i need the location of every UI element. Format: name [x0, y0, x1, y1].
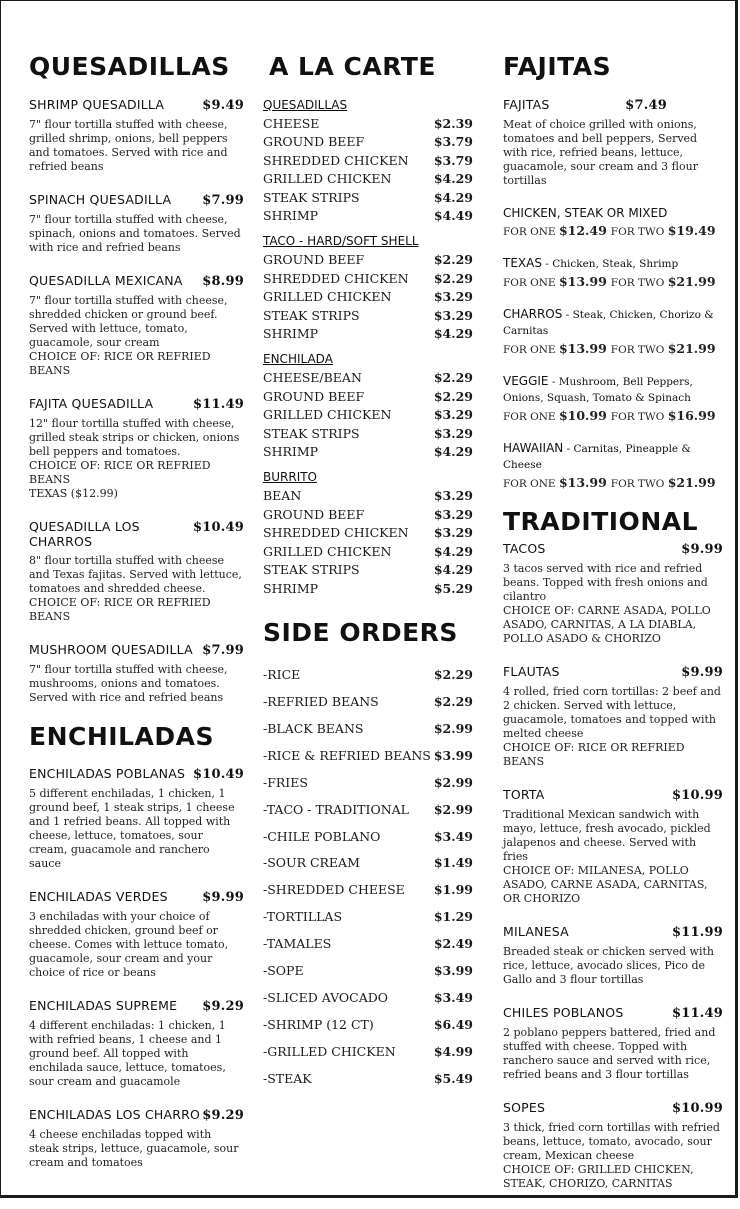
row-price: $1.99 [433, 882, 473, 898]
item-header [29, 519, 244, 549]
for-one-label: FOR ONE [503, 225, 556, 238]
side-order-row [263, 931, 473, 958]
item-choice: CHOICE OF: RICE OR REFRIED BEANS [503, 741, 685, 768]
row-name: SHRIMP [263, 326, 319, 342]
row-price: $2.99 [433, 801, 473, 817]
side-order-row [263, 985, 473, 1012]
item-price: $9.49 [202, 97, 244, 113]
option-name: VEGGIE [503, 373, 549, 388]
row-name: GROUND BEEF [263, 506, 365, 522]
option-header [503, 374, 723, 406]
row-price: $3.29 [433, 506, 473, 522]
option-detail: - Steak, Chicken, Chorizo & Carnitas [503, 308, 714, 337]
option-detail: - Carnitas, Pineapple & Cheese [503, 442, 691, 471]
row-price: $2.29 [433, 693, 473, 709]
row-name: GRILLED CHICKEN [263, 407, 392, 423]
item-header [503, 1100, 723, 1116]
for-two-price: $16.99 [667, 407, 716, 423]
option-header [503, 441, 723, 473]
price-row [263, 207, 473, 226]
option-prices [503, 274, 723, 289]
option-name: CHICKEN, STEAK OR MIXED [503, 205, 668, 220]
item-price: $7.99 [202, 192, 244, 208]
menu-item [503, 664, 723, 769]
row-price: $5.49 [433, 1070, 473, 1086]
item-name: MILANESA [503, 924, 569, 939]
row-price: $1.29 [433, 909, 473, 925]
for-one-label: FOR ONE [503, 276, 556, 289]
item-description: 4 different enchiladas: 1 chicken, 1 with refried beans, 1 cheese and 1 ground beef. All topped with enchilada sauce, lettuce, tomatoes, sour cream and guacamole [29, 1019, 226, 1088]
side-order-row [263, 1012, 473, 1039]
row-price: $4.29 [433, 171, 473, 187]
category-title: ENCHILADA [263, 352, 333, 367]
row-name: STEAK STRIPS [263, 425, 360, 441]
item-description: 2 poblano peppers battered, fried and stuffed with cheese. Topped with ranchero sauce and served with rice, refried beans and 3 flour tortillas [503, 1026, 716, 1081]
side-order-row [263, 1066, 473, 1093]
a-la-carte-category [263, 97, 473, 227]
item-name: QUESADILLA MEXICANA [29, 272, 183, 288]
a-la-carte-list [263, 97, 473, 599]
side-order-row [263, 958, 473, 985]
for-one-label: FOR ONE [503, 410, 556, 423]
row-price: $4.99 [433, 1043, 473, 1059]
row-name: STEAK STRIPS [263, 307, 360, 323]
traditional-title: TRADITIONAL [503, 506, 699, 536]
item-choice: CHOICE OF: GRILLED CHICKEN, STEAK, CHORIZO, CARNITAS [503, 1163, 694, 1190]
item-name: FAJITA QUESADILLA [29, 395, 154, 411]
row-name: -TAMALES [263, 936, 332, 952]
item-choice: CHOICE OF: MILANESA, POLLO ASADO, CARNE ASADA, CARNITAS, OR CHORIZO [503, 864, 708, 905]
for-one-label: FOR ONE [503, 343, 556, 356]
item-price: $10.99 [672, 788, 723, 803]
row-price: $3.29 [433, 525, 473, 541]
row-price: $3.29 [433, 407, 473, 423]
item-description: 8" flour tortilla stuffed with cheese and Texas fajitas. Served with lettuce, tomatoes and shredded cheese. [29, 553, 242, 595]
price-row [263, 189, 473, 208]
row-price: $2.29 [433, 388, 473, 404]
for-one-price: $12.49 [558, 222, 607, 238]
for-two-price: $21.99 [667, 273, 716, 289]
item-header [503, 1005, 723, 1021]
option-name: TEXAS [503, 255, 542, 270]
item-description: 4 cheese enchiladas topped with steak strips, lettuce, guacamole, sour cream and tomatoes [29, 1128, 239, 1169]
row-name: GRILLED CHICKEN [263, 171, 392, 187]
item-description: 3 tacos served with rice and refried beans. Topped with fresh onions and cilantro [503, 562, 708, 603]
for-one-price: $13.99 [558, 474, 607, 490]
price-row [263, 115, 473, 134]
item-name: CHILES POBLANOS [503, 1005, 624, 1020]
for-two-label: FOR TWO [610, 225, 665, 238]
item-price: $11.49 [193, 396, 244, 412]
row-name: -CHILE POBLANO [263, 828, 381, 844]
price-row [263, 325, 473, 344]
row-price: $2.39 [433, 115, 473, 131]
menu-item [29, 766, 244, 871]
price-row [263, 561, 473, 580]
fajita-option [503, 374, 723, 423]
price-row [263, 133, 473, 152]
item-price: $7.99 [202, 642, 244, 658]
row-price: $2.99 [433, 774, 473, 790]
row-name: SHREDDED CHICKEN [263, 270, 409, 286]
row-name: STEAK STRIPS [263, 189, 360, 205]
row-name: -STEAK [263, 1070, 312, 1086]
menu-item [503, 1100, 723, 1191]
side-orders-title: SIDE ORDERS [263, 617, 458, 647]
side-order-row [263, 904, 473, 931]
item-name: QUESADILLA LOS CHARROS [29, 518, 140, 549]
item-description: Breaded steak or chicken served with rice, lettuce, avocado slices, Pico de Gallo and 3 flour tortillas [503, 945, 714, 986]
side-order-row [263, 770, 473, 797]
row-name: SHRIMP [263, 208, 319, 224]
price-row [263, 406, 473, 425]
price-row [263, 369, 473, 388]
price-row [263, 307, 473, 326]
item-name: SHRIMP QUESADILLA [29, 96, 165, 112]
item-header [29, 1107, 244, 1123]
row-price: $6.49 [433, 1016, 473, 1032]
item-description: 7" flour tortilla stuffed with cheese, grilled shrimp, onions, bell peppers and tomatoes. Served with rice and refried beans [29, 117, 228, 173]
fajita-option [503, 307, 723, 356]
row-name: SHRIMP [263, 580, 319, 596]
row-price: $3.99 [433, 747, 473, 763]
menu-item [29, 889, 244, 980]
item-description: Traditional Mexican sandwich with mayo, lettuce, fresh avocado, pickled jalapenos and cheese. Served with fries [503, 808, 711, 863]
row-price: $4.29 [433, 543, 473, 559]
category-title: TACO - HARD/SOFT SHELL [263, 234, 419, 249]
category-title: QUESADILLAS [263, 97, 348, 112]
for-two-price: $21.99 [667, 340, 716, 356]
item-name: ENCHILADAS LOS CHARRO [29, 1107, 201, 1122]
item-price: $11.49 [672, 1006, 723, 1021]
item-description: 4 rolled, fried corn tortillas: 2 beef and 2 chicken. Served with lettuce, guacamole, tomatoes and topped with melted cheese [503, 685, 721, 740]
for-two-label: FOR TWO [610, 410, 665, 423]
quesadilla-list [29, 97, 244, 705]
row-name: -SLICED AVOCADO [263, 989, 389, 1005]
item-name: ENCHILADAS VERDES [29, 889, 168, 904]
item-price: $9.29 [202, 1108, 244, 1123]
item-header [503, 924, 723, 940]
item-price: $9.29 [202, 999, 244, 1014]
price-row [263, 524, 473, 543]
row-price: $2.29 [433, 370, 473, 386]
item-choice: CHOICE OF: RICE OR REFRIED BEANS [29, 595, 211, 623]
item-name: FLAUTAS [503, 664, 560, 679]
menu-item [29, 273, 244, 378]
row-price: $3.29 [433, 425, 473, 441]
item-price: $10.49 [193, 519, 244, 535]
item-description: 3 thick, fried corn tortillas with refried beans, lettuce, tomato, avocado, sour cream, Mexican cheese [503, 1121, 720, 1162]
fajita-options [503, 206, 723, 490]
row-price: $4.29 [433, 189, 473, 205]
menu-item [29, 642, 244, 705]
a-la-carte-category [263, 469, 473, 599]
item-description: 7" flour tortilla stuffed with cheese, mushrooms, onions and tomatoes. Served with rice and refried beans [29, 662, 228, 704]
row-name: -REFRIED BEANS [263, 693, 379, 709]
traditional-list [503, 541, 723, 1191]
item-price: $7.49 [625, 97, 667, 113]
option-prices [503, 475, 723, 490]
row-name: -BLACK BEANS [263, 720, 364, 736]
side-order-row [263, 689, 473, 716]
item-price: $8.99 [202, 273, 244, 289]
row-price: $4.29 [433, 562, 473, 578]
a-la-carte-category [263, 351, 473, 462]
row-name: -SOUR CREAM [263, 855, 360, 871]
item-header [503, 541, 723, 557]
fajitas-main-item [503, 97, 723, 188]
row-name: -SOPE [263, 963, 304, 979]
price-row [263, 288, 473, 307]
row-price: $3.29 [433, 307, 473, 323]
item-price: $9.99 [681, 665, 723, 680]
menu-item [29, 396, 244, 501]
row-price: $2.49 [433, 936, 473, 952]
item-header [503, 787, 723, 803]
item-description: Meat of choice grilled with onions, tomatoes and bell peppers, Served with rice, refried beans, lettuce, guacamole, sour cream and 3 flour tortillas [503, 117, 698, 187]
item-header [29, 396, 244, 412]
row-name: -TACO - TRADITIONAL [263, 801, 409, 817]
price-row [263, 388, 473, 407]
menu-item [503, 787, 723, 906]
row-price: $3.49 [433, 828, 473, 844]
row-price: $3.49 [433, 989, 473, 1005]
item-name: FAJITAS [503, 96, 550, 112]
for-one-price: $10.99 [558, 407, 607, 423]
price-row [263, 152, 473, 171]
row-price: $3.99 [433, 963, 473, 979]
for-one-label: FOR ONE [503, 477, 556, 490]
item-name: TACOS [503, 541, 546, 556]
option-prices [503, 223, 723, 238]
option-header [503, 256, 723, 272]
item-name: SOPES [503, 1100, 546, 1115]
enchilada-list [29, 766, 244, 1170]
menu-item [29, 1107, 244, 1170]
row-name: -RICE & REFRIED BEANS [263, 747, 431, 763]
row-name: GROUND BEEF [263, 252, 365, 268]
item-extra: TEXAS ($12.99) [29, 486, 118, 500]
row-name: -TORTILLAS [263, 909, 343, 925]
item-price: $10.99 [672, 1101, 723, 1116]
row-price: $3.79 [433, 134, 473, 150]
row-price: $2.29 [433, 667, 473, 683]
item-description: 3 enchiladas with your choice of shredded chicken, ground beef or cheese. Comes with lettuce tomato, guacamole, sour cream and your choice of rice or beans [29, 910, 229, 979]
menu-item [503, 924, 723, 987]
for-two-label: FOR TWO [610, 477, 665, 490]
item-description: 7" flour tortilla stuffed with cheese, spinach, onions and tomatoes. Served with rice and refried beans [29, 212, 241, 254]
menu-item [29, 97, 244, 174]
row-price: $2.29 [433, 270, 473, 286]
row-name: -RICE [263, 667, 301, 683]
item-price: $10.49 [193, 767, 244, 782]
row-name: SHRIMP [263, 444, 319, 460]
item-choice: CHOICE OF: RICE OR REFRIED BEANS [29, 349, 211, 377]
item-name: MUSHROOM QUESADILLA [29, 641, 193, 657]
column-middle [263, 53, 473, 1093]
side-order-row [263, 824, 473, 851]
item-header [29, 642, 244, 658]
price-row [263, 170, 473, 189]
option-prices [503, 408, 723, 423]
item-header [29, 998, 244, 1014]
item-description: 5 different enchiladas, 1 chicken, 1 ground beef, 1 steak strips, 1 cheese and 1 refried beans. All topped with cheese, lettuce, tomatoes, sour cream, guacamole and ranchero sauce [29, 787, 235, 870]
price-row [263, 425, 473, 444]
row-name: BEAN [263, 488, 302, 503]
for-two-price: $21.99 [667, 474, 716, 490]
price-row [263, 506, 473, 525]
side-orders-list [263, 662, 473, 1093]
menu-item [29, 192, 244, 255]
side-order-row [263, 716, 473, 743]
row-name: GROUND BEEF [263, 388, 365, 404]
item-name: ENCHILADAS SUPREME [29, 998, 178, 1013]
price-row [263, 251, 473, 270]
row-name: -FRIES [263, 774, 308, 790]
for-one-price: $13.99 [558, 340, 607, 356]
menu-item [503, 541, 723, 646]
row-name: SHREDDED CHICKEN [263, 152, 409, 168]
item-name: ENCHILADAS POBLANAS [29, 766, 186, 781]
item-name: SPINACH QUESADILLA [29, 191, 172, 207]
item-name: TORTA [503, 787, 545, 802]
for-two-label: FOR TWO [610, 276, 665, 289]
a-la-carte-title: A LA CARTE [269, 52, 436, 81]
item-header [29, 273, 244, 289]
row-price: $5.29 [433, 580, 473, 596]
item-price: $11.99 [672, 925, 723, 940]
row-price: $1.49 [433, 855, 473, 871]
item-price: $9.99 [202, 890, 244, 905]
row-price: $3.29 [433, 488, 473, 503]
price-row [263, 580, 473, 599]
fajitas-title: FAJITAS [503, 52, 612, 81]
menu-item [29, 998, 244, 1089]
item-price: $9.99 [681, 542, 723, 557]
option-name: CHARROS [503, 306, 563, 321]
side-order-row [263, 877, 473, 904]
row-name: SHREDDED CHICKEN [263, 525, 409, 541]
menu-item [29, 519, 244, 624]
price-row [263, 270, 473, 289]
row-name: GROUND BEEF [263, 134, 365, 150]
category-title: BURRITO [263, 470, 318, 484]
row-price: $3.29 [433, 289, 473, 305]
item-choice: CHOICE OF: CARNE ASADA, POLLO ASADO, CARNITAS, A LA DIABLA, POLLO ASADO & CHORIZO [503, 604, 711, 645]
row-name: GRILLED CHICKEN [263, 289, 392, 305]
side-order-row [263, 850, 473, 877]
row-name: -SHRIMP (12 CT) [263, 1016, 374, 1032]
for-two-price: $19.49 [667, 222, 716, 238]
row-price: $2.99 [433, 720, 473, 736]
row-name: CHEESE/BEAN [263, 370, 362, 386]
enchiladas-title: ENCHILADAS [29, 721, 214, 751]
row-price: $4.29 [433, 444, 473, 460]
row-price: $4.29 [433, 326, 473, 342]
row-name: -GRILLED CHICKEN [263, 1043, 396, 1059]
row-name: CHEESE [263, 115, 320, 131]
item-header [29, 192, 244, 208]
menu-item [503, 1005, 723, 1082]
side-order-row [263, 1039, 473, 1066]
option-header [503, 206, 723, 221]
item-description: 12" flour tortilla stuffed with cheese, grilled steak strips or chicken, onions bell peppers and tomatoes. [29, 416, 240, 458]
a-la-carte-category [263, 233, 473, 344]
side-order-row [263, 743, 473, 770]
item-header [29, 97, 244, 113]
for-two-label: FOR TWO [610, 343, 665, 356]
row-name: GRILLED CHICKEN [263, 543, 392, 559]
option-detail: - Mushroom, Bell Peppers, Onions, Squash, Tomato & Spinach [503, 375, 693, 404]
item-choice: CHOICE OF: RICE OR REFRIED BEANS [29, 458, 211, 486]
item-header [29, 889, 244, 905]
price-row [263, 443, 473, 462]
option-prices [503, 341, 723, 356]
row-price: $4.49 [433, 208, 473, 224]
row-name: -SHREDDED CHEESE [263, 882, 405, 898]
option-name: HAWAIIAN [503, 440, 564, 455]
price-row [263, 543, 473, 562]
fajita-option [503, 441, 723, 490]
price-row [263, 487, 473, 506]
column-left [29, 53, 244, 1188]
row-name: STEAK STRIPS [263, 562, 360, 578]
fajita-option [503, 206, 723, 238]
side-order-row [263, 797, 473, 824]
fajita-option [503, 256, 723, 289]
row-price: $2.29 [433, 252, 473, 268]
quesadillas-title: QUESADILLAS [29, 52, 230, 81]
side-order-row [263, 662, 473, 689]
item-header [29, 766, 244, 782]
option-header [503, 307, 723, 339]
item-description: 7" flour tortilla stuffed with cheese, shredded chicken or ground beef. Served with lettuce, tomato, guacamole, sour cream [29, 293, 228, 349]
row-price: $3.79 [433, 152, 473, 168]
column-right [503, 53, 723, 1209]
for-one-price: $13.99 [558, 273, 607, 289]
item-header [503, 664, 723, 680]
option-detail: - Chicken, Steak, Shrimp [541, 257, 679, 270]
